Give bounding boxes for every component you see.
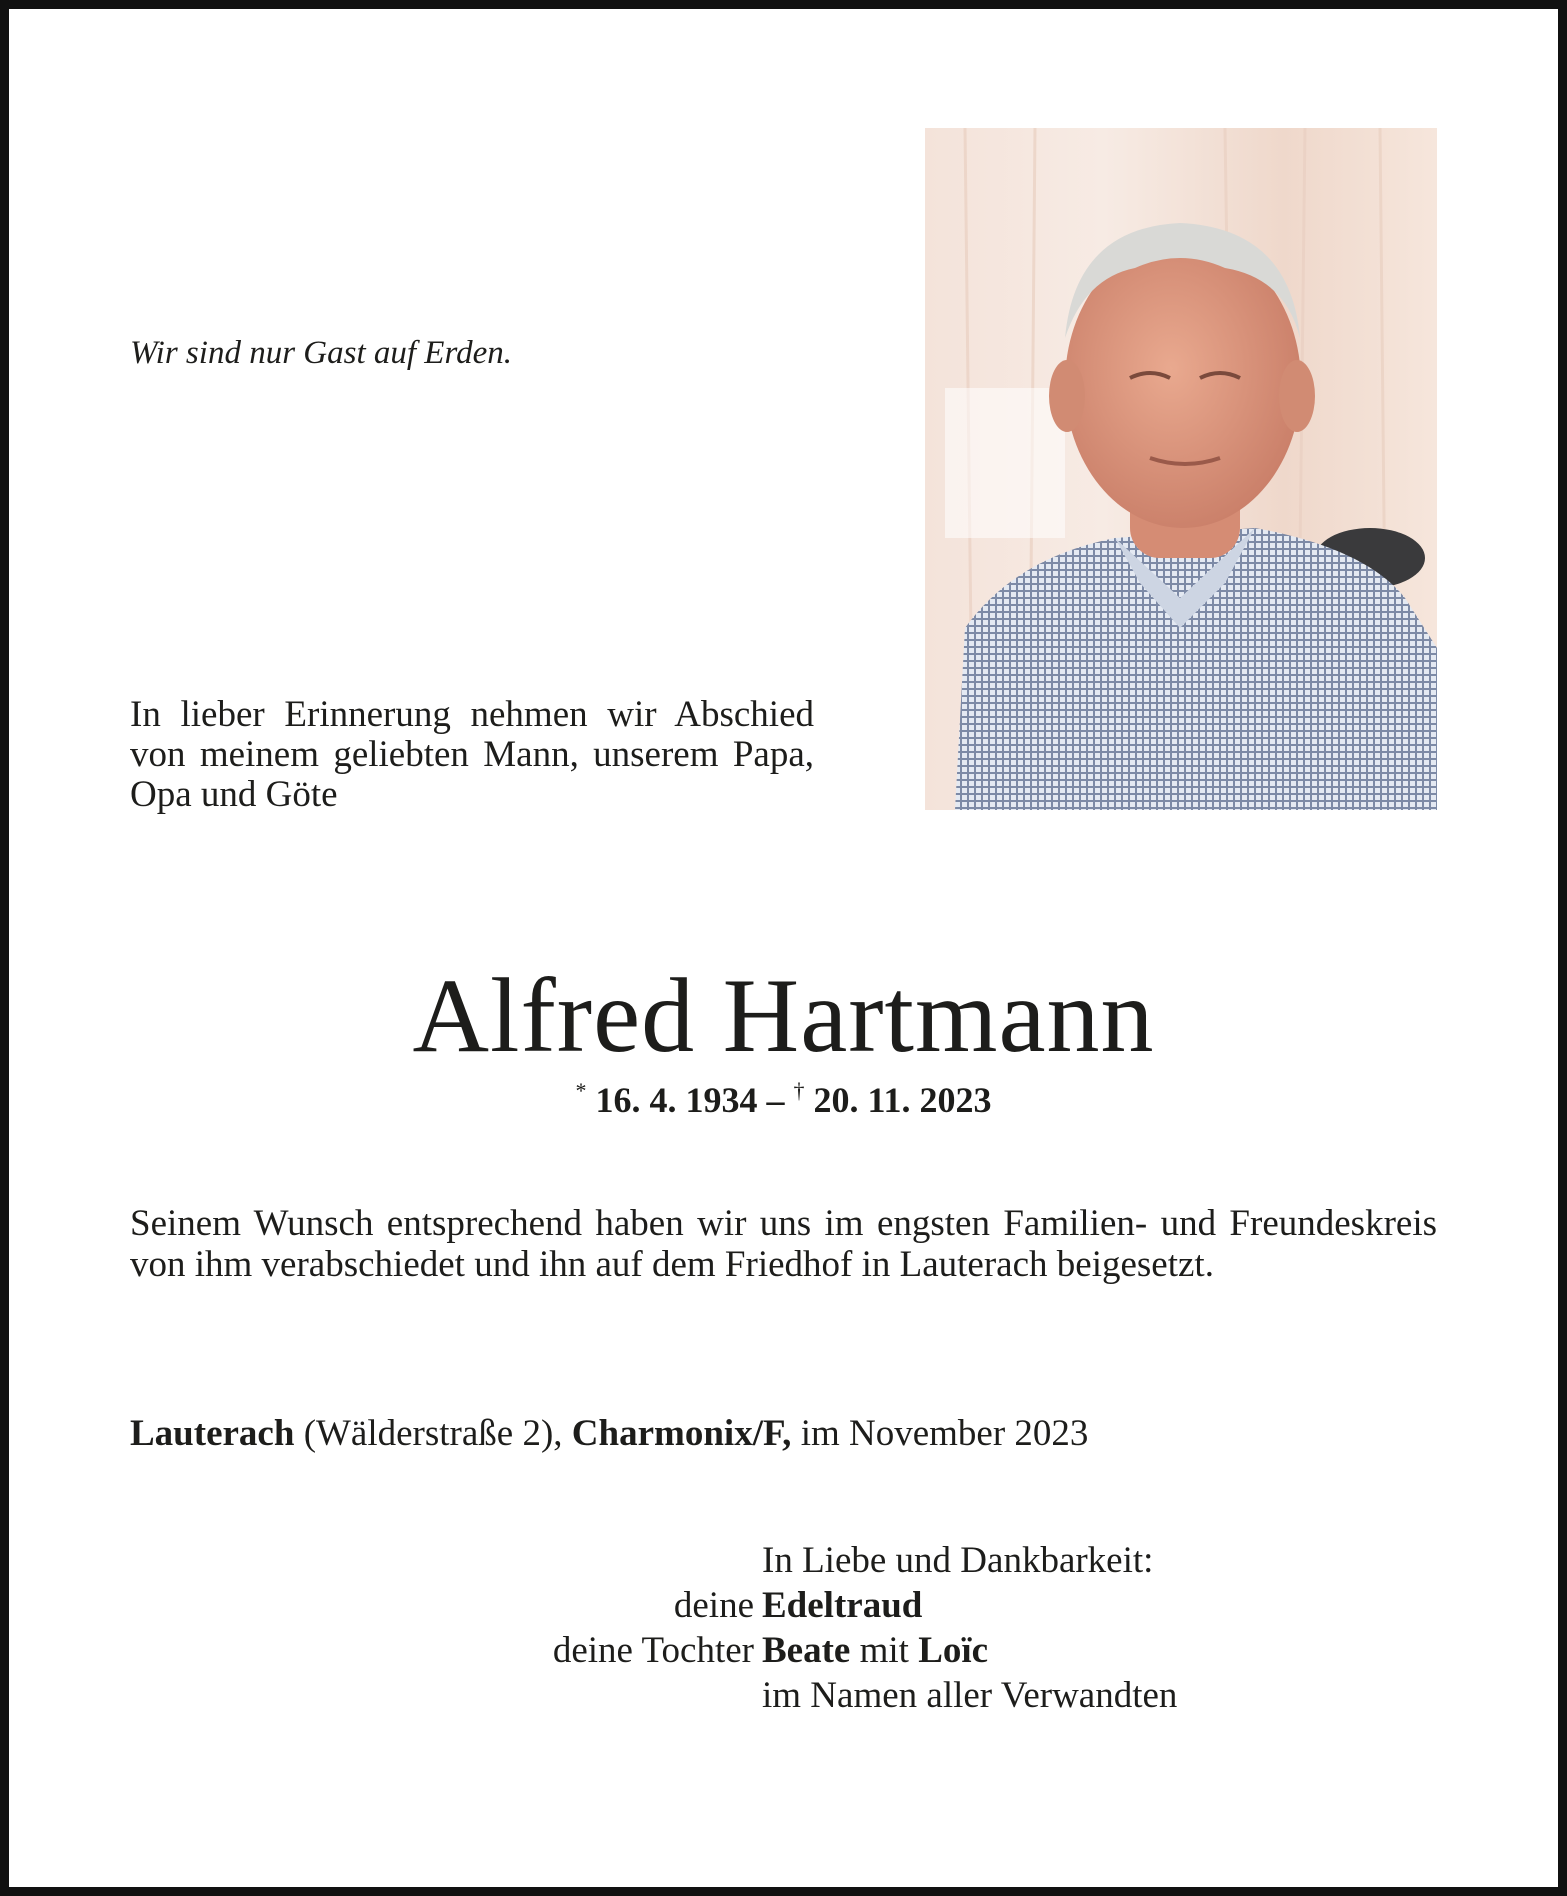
place-address: (Wälderstraße 2), [294, 1413, 572, 1454]
signature-closing-row [480, 1673, 1280, 1718]
birth-symbol: * [575, 1078, 587, 1103]
signature-block [480, 1538, 1280, 1718]
place-city-2: Charmonix/F, [571, 1413, 792, 1454]
signature-row [480, 1628, 1280, 1673]
signature-heading: In Liebe und Dankbarkeit: [762, 1540, 1154, 1581]
life-dates [0, 1078, 1567, 1121]
signature-connector: mit [850, 1630, 919, 1671]
signature-name: Edeltraud [762, 1585, 923, 1626]
place-date: im November 2023 [791, 1413, 1089, 1454]
place-and-date [130, 1412, 1088, 1455]
signature-heading-row [480, 1538, 1280, 1583]
motto: Wir sind nur Gast auf Erden. [130, 335, 512, 371]
deceased-name: Alfred Hartmann [412, 957, 1155, 1074]
death-symbol: † [793, 1078, 805, 1103]
signature-closing: im Namen aller Verwandten [762, 1675, 1178, 1716]
signature-row [480, 1583, 1280, 1628]
birth-date: 16. 4. 1934 [595, 1080, 758, 1120]
place-city-1: Lauterach [130, 1413, 295, 1454]
signature-name: Beate [762, 1630, 851, 1671]
signature-relation: deine [673, 1585, 754, 1626]
intro-text: In lieber Erinnerung nehmen wir Abschied von meinem geliebten Mann, unserem Papa, Opa und Göte [130, 694, 814, 815]
signature-name-2: Loïc [918, 1630, 989, 1671]
signature-relation: deine Tochter [552, 1630, 754, 1671]
date-separator: – [766, 1080, 785, 1120]
death-date: 20. 11. 2023 [813, 1080, 992, 1120]
funeral-message: Seinem Wunsch entsprechend haben wir uns im engsten Familien- und Freundeskreis von ihm verabschiedet und ihn auf dem Friedhof in Lauterach beigesetzt. [130, 1203, 1437, 1285]
portrait-photo [925, 128, 1437, 810]
